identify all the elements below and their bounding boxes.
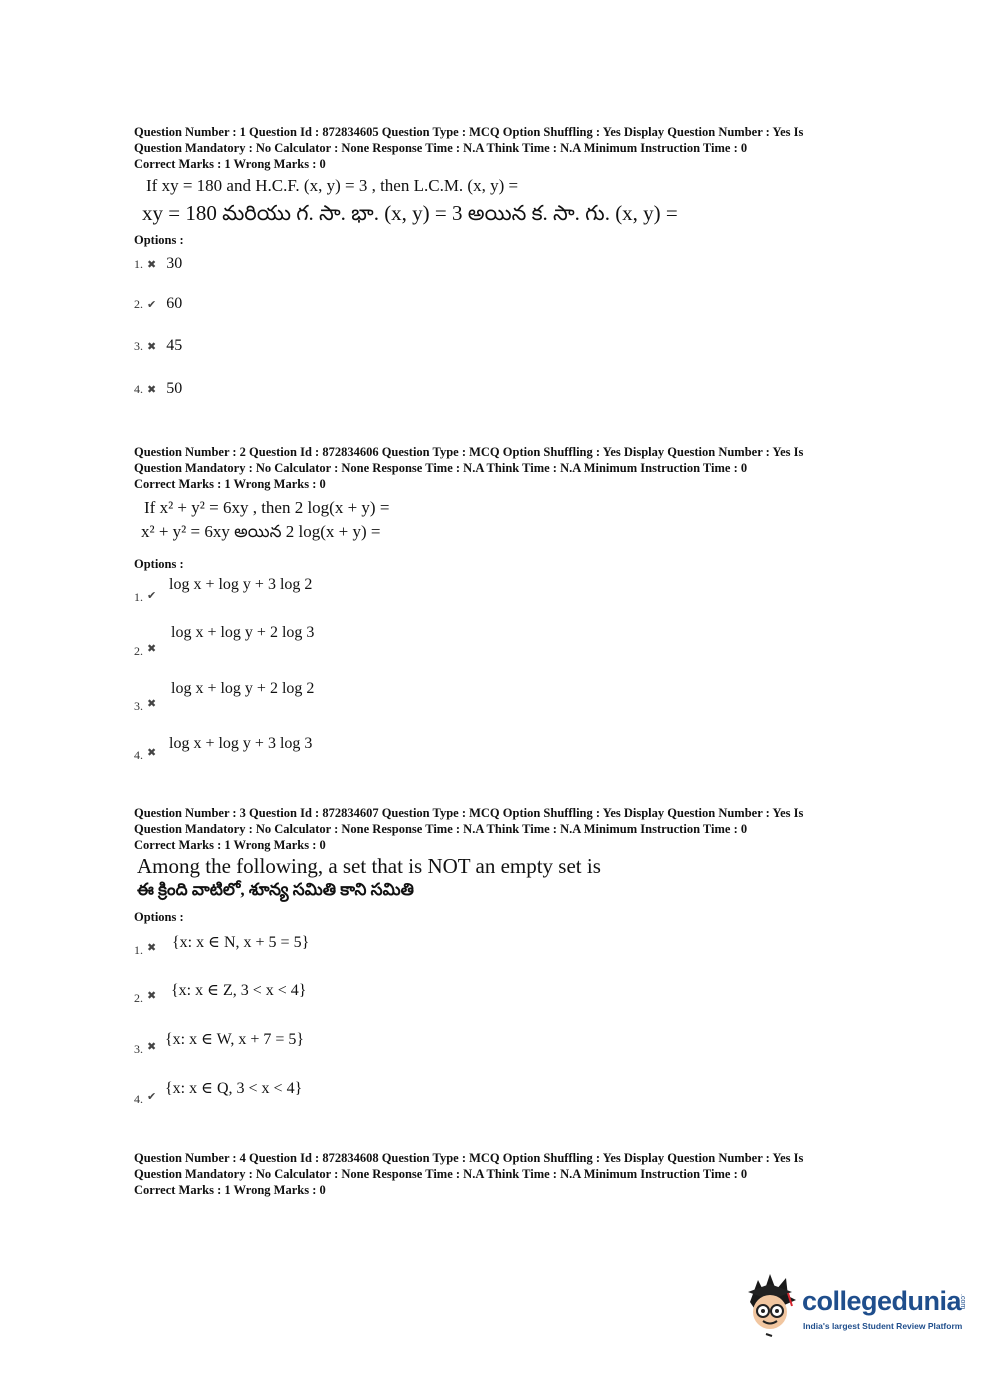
option-text: 50 [166, 380, 183, 397]
question-meta-line: Question Mandatory : No Calculator : None Response Time : N.A Think Time : N.A Minimum Instruction Time : 0 [134, 822, 748, 836]
check-mark-icon: ✔ [147, 590, 157, 602]
option-text: 30 [166, 255, 183, 272]
question-3-meta [134, 805, 854, 837]
option-text: {x: x ∈ Q, 3 < x < 4} [165, 1080, 303, 1097]
mascot-icon [742, 1272, 800, 1338]
wrong-mark-icon: ✖ [147, 384, 157, 396]
question-1-telugu: xy = 180 మరియు గ. సా. భా. (x, y) = 3 అయిన క. సా. గు. (x, y) = [142, 201, 678, 225]
question-meta-line: Question Mandatory : No Calculator : None Response Time : N.A Think Time : N.A Minimum Instruction Time : 0 [134, 141, 748, 155]
option-number: 3. [134, 339, 143, 353]
question-3-english: Among the following, a set that is NOT an empty set is [137, 854, 601, 878]
question-1-option-4[interactable] [134, 380, 182, 398]
question-2-marks: Correct Marks : 1 Wrong Marks : 0 [134, 477, 326, 491]
question-3-marks: Correct Marks : 1 Wrong Marks : 0 [134, 838, 326, 852]
wrong-mark-icon: ✖ [147, 259, 157, 271]
question-3-options-label: Options : [134, 910, 184, 924]
question-1-options-label: Options : [134, 233, 184, 247]
wrong-mark-icon: ✖ [147, 747, 157, 759]
option-text: log x + log y + 2 log 2 [171, 680, 315, 697]
question-meta-line: Question Mandatory : No Calculator : None Response Time : N.A Think Time : N.A Minimum Instruction Time : 0 [134, 1167, 748, 1181]
question-meta-line: Question Number : 3 Question Id : 872834607 Question Type : MCQ Option Shuffling : Yes Display Question Number : Yes Is [134, 806, 804, 820]
logo-wordmark: collegedunia [802, 1286, 962, 1316]
question-1-meta [134, 124, 854, 156]
option-text: 60 [166, 295, 183, 312]
option-text: log x + log y + 3 log 3 [169, 735, 313, 752]
wrong-mark-icon: ✖ [147, 698, 157, 710]
option-number: 4. [134, 382, 143, 396]
option-number: 2. [134, 644, 143, 658]
question-1-option-2[interactable] [134, 295, 182, 313]
option-number: 4. [134, 1092, 143, 1106]
option-number: 2. [134, 991, 143, 1005]
question-1-option-1[interactable] [134, 255, 182, 273]
option-number: 2. [134, 297, 143, 311]
option-number: 4. [134, 748, 143, 762]
option-text: {x: x ∈ Z, 3 < x < 4} [171, 982, 307, 999]
logo-tagline: India's largest Student Review Platform [803, 1321, 963, 1331]
wrong-mark-icon: ✖ [147, 1041, 157, 1053]
question-4-marks: Correct Marks : 1 Wrong Marks : 0 [134, 1183, 326, 1197]
option-text: {x: x ∈ N, x + 5 = 5} [172, 934, 310, 951]
option-number: 3. [134, 699, 143, 713]
option-number: 3. [134, 1042, 143, 1056]
question-2-meta [134, 444, 854, 476]
option-text: log x + log y + 3 log 2 [169, 576, 313, 593]
wrong-mark-icon: ✖ [147, 643, 157, 655]
question-meta-line: Question Mandatory : No Calculator : None Response Time : N.A Think Time : N.A Minimum Instruction Time : 0 [134, 461, 748, 475]
option-number: 1. [134, 943, 143, 957]
check-mark-icon: ✔ [147, 1091, 157, 1103]
option-number: 1. [134, 590, 143, 604]
check-mark-icon: ✔ [147, 299, 157, 311]
wrong-mark-icon: ✖ [147, 341, 157, 353]
question-1-english: If xy = 180 and H.C.F. (x, y) = 3 , then L.C.M. (x, y) = [146, 176, 519, 195]
question-2-telugu: x² + y² = 6xy అయిన 2 log(x + y) = [141, 522, 381, 541]
logo-suffix: .com [959, 1294, 966, 1310]
question-2-english: If x² + y² = 6xy , then 2 log(x + y) = [144, 498, 390, 517]
question-1-marks: Correct Marks : 1 Wrong Marks : 0 [134, 157, 326, 171]
question-meta-line: Question Number : 1 Question Id : 872834605 Question Type : MCQ Option Shuffling : Yes Display Question Number : Yes Is [134, 125, 804, 139]
option-text: 45 [166, 337, 183, 354]
question-1-option-3[interactable] [134, 337, 182, 355]
wrong-mark-icon: ✖ [147, 942, 157, 954]
question-3-telugu: ఈ క్రింది వాటిలో, శూన్య సమితి కాని సమితి [137, 880, 414, 899]
collegedunia-logo[interactable] [742, 1272, 972, 1342]
wrong-mark-icon: ✖ [147, 990, 157, 1002]
option-number: 1. [134, 257, 143, 271]
question-4-meta [134, 1150, 854, 1182]
option-text: log x + log y + 2 log 3 [171, 624, 315, 641]
question-meta-line: Question Number : 4 Question Id : 872834608 Question Type : MCQ Option Shuffling : Yes Display Question Number : Yes Is [134, 1151, 804, 1165]
question-meta-line: Question Number : 2 Question Id : 872834606 Question Type : MCQ Option Shuffling : Yes Display Question Number : Yes Is [134, 445, 804, 459]
question-2-options-label: Options : [134, 557, 184, 571]
option-text: {x: x ∈ W, x + 7 = 5} [165, 1031, 305, 1048]
